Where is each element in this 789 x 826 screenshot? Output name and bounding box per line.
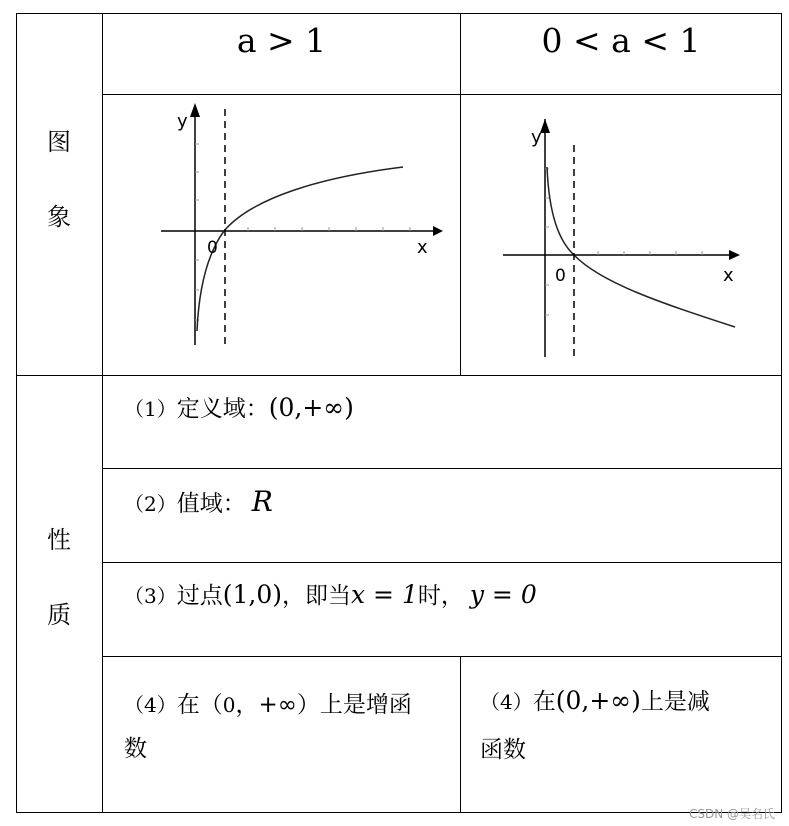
property-domain: （1）定义域：(0,+∞) bbox=[124, 393, 354, 422]
row-label-props-2: 质 bbox=[47, 601, 71, 629]
axis-x-label: x bbox=[417, 237, 428, 258]
property-fixed-point: （3）过点(1,0)，即当x = 1时， y = 0 bbox=[124, 580, 537, 609]
row-label-graph-1: 图 bbox=[47, 128, 71, 156]
graph-increasing-log bbox=[103, 95, 460, 375]
property-increasing: （4）在（0，+∞）上是增函 数 bbox=[124, 692, 412, 762]
watermark: CSDN @吴名氏 bbox=[688, 807, 775, 821]
origin-label: 0 bbox=[207, 238, 218, 258]
origin-label-2: 0 bbox=[555, 266, 566, 286]
row-label-props-1: 性 bbox=[47, 526, 71, 554]
axis-y-label: y bbox=[177, 111, 188, 132]
property-range: （2）值域： R bbox=[124, 485, 273, 518]
header-a-greater-1: a > 1 bbox=[236, 21, 327, 60]
property-decreasing: （4）在(0,+∞)上是减 函数 bbox=[480, 686, 710, 763]
row-label-graph-2: 象 bbox=[47, 203, 71, 231]
graph-decreasing-log bbox=[461, 95, 781, 375]
axis-x-label-2: x bbox=[723, 265, 734, 286]
axis-y-label-2: y bbox=[531, 127, 542, 148]
header-a-between-0-1: 0 < a < 1 bbox=[541, 21, 701, 60]
log-function-table bbox=[16, 13, 782, 813]
